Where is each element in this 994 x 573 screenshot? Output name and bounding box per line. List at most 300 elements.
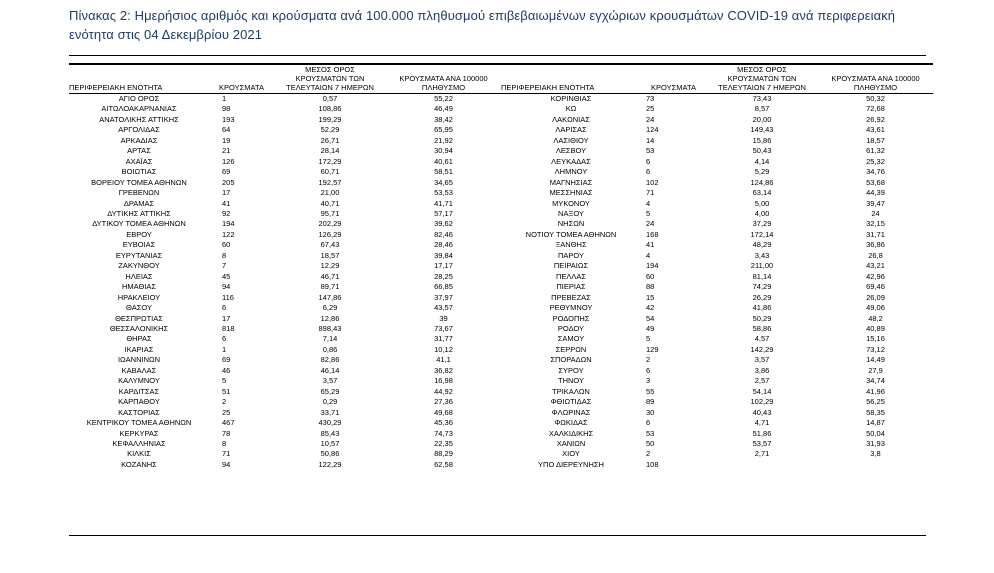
avg-value: 81,14 — [752, 271, 772, 281]
region-name: ΙΚΑΡΙΑΣ — [124, 344, 154, 354]
rate-value: 41,96 — [866, 386, 885, 396]
avg-value: 95,71 — [320, 208, 340, 218]
rate-value — [818, 460, 933, 470]
rate-value: 14,49 — [866, 355, 885, 365]
region-name: ΚΑΛΥΜΝΟΥ — [118, 376, 160, 386]
cases-value: 4 — [646, 250, 651, 260]
region-name: ΞΑΝΘΗΣ — [555, 240, 587, 250]
avg-value: 40,71 — [320, 198, 340, 208]
cases-value: 17 — [222, 188, 231, 198]
rate-value: 37,97 — [434, 292, 453, 302]
rate-value: 26,92 — [866, 114, 885, 124]
cases-value: 8 — [222, 438, 227, 448]
cases-value: 193 — [222, 114, 235, 124]
avg-value: 3,86 — [754, 365, 770, 375]
avg-value: 51,86 — [752, 428, 772, 438]
rate-value: 50,04 — [866, 428, 885, 438]
rate-value: 22,35 — [434, 438, 453, 448]
table-row — [69, 115, 933, 125]
cases-value: 21 — [222, 146, 231, 156]
cases-value: 1 — [222, 94, 227, 103]
cases-value: 24 — [646, 114, 655, 124]
avg-value: 50,29 — [752, 313, 772, 323]
avg-value: 5,29 — [754, 167, 770, 177]
cases-value: 69 — [222, 355, 231, 365]
region-name: ΤΡΙΚΑΛΩΝ — [552, 386, 590, 396]
rate-value: 57,17 — [434, 208, 453, 218]
avg-value: 65,29 — [320, 386, 340, 396]
cases-value: 41 — [222, 198, 231, 208]
rate-value: 66,85 — [434, 282, 453, 292]
region-name: ΡΟΔΟΥ — [557, 323, 585, 333]
avg-value: 202,29 — [318, 219, 342, 229]
avg-value: 15,86 — [752, 135, 772, 145]
region-name: ΛΑΡΙΣΑΣ — [555, 125, 587, 135]
avg-value: 26,29 — [752, 292, 772, 302]
region-name: ΑΝΑΤΟΛΙΚΗΣ ΑΤΤΙΚΗΣ — [99, 114, 179, 124]
cases-value: 51 — [222, 386, 231, 396]
cases-value: 108 — [646, 459, 659, 469]
table-row — [69, 199, 933, 209]
cases-value: 2 — [646, 355, 651, 365]
avg-value: 37,29 — [752, 219, 772, 229]
table-row — [69, 188, 933, 198]
avg-value: 126,29 — [318, 229, 342, 239]
region-name: ΠΑΡΟΥ — [557, 250, 584, 260]
region-name: ΘΗΡΑΣ — [126, 334, 152, 344]
rate-value: 49,06 — [866, 303, 885, 313]
cases-value: 116 — [222, 292, 234, 302]
rate-value: 41,1 — [436, 355, 451, 365]
rate-value: 39,62 — [434, 219, 453, 229]
region-name: ΧΑΛΚΙΔΙΚΗΣ — [548, 428, 594, 438]
rate-value: 58,35 — [866, 407, 885, 417]
region-name: ΦΩΚΙΔΑΣ — [554, 418, 588, 428]
cases-value: 5 — [222, 376, 227, 386]
rate-value: 44,92 — [434, 386, 453, 396]
rate-value: 17,17 — [434, 261, 453, 271]
region-name: ΚΕΝΤΡΙΚΟΥ ΤΟΜΕΑ ΑΘΗΝΩΝ — [86, 418, 192, 428]
region-name: ΝΟΤΙΟΥ ΤΟΜΕΑ ΑΘΗΝΩΝ — [525, 229, 617, 239]
cases-value: 6 — [646, 418, 651, 428]
region-name: ΕΥΒΟΙΑΣ — [122, 240, 156, 250]
avg-value: 147,86 — [318, 292, 342, 302]
avg-value: 12,29 — [320, 261, 340, 271]
table-row — [69, 408, 933, 418]
region-name: ΒΟΙΩΤΙΑΣ — [121, 167, 157, 177]
table-row — [69, 282, 933, 292]
table-row — [69, 314, 933, 324]
rate-value: 14,87 — [866, 418, 885, 428]
rate-value: 10,12 — [434, 344, 453, 354]
rate-value: 39,47 — [866, 198, 885, 208]
rate-value: 74,73 — [434, 428, 453, 438]
table-row — [69, 345, 933, 355]
region-name: ΔΥΤΙΚΟΥ ΤΟΜΕΑ ΑΘΗΝΩΝ — [92, 219, 186, 229]
region-name: ΚΑΡΠΑΘΟΥ — [118, 397, 160, 407]
header-unit-right: ΠΕΡΙΦΕΡΕΙΑΚΗ ΕΝΟΤΗΤΑ — [501, 83, 595, 92]
table-caption: Πίνακας 2: Ημερήσιος αριθμός και κρούσματα ανά 100.000 πληθυσμού επιβεβαιωμένων εγχώριων κρουσμάτων COVID-19 ανά περιφερειακή ενότητα στις 04 Δεκεμβρίου 2021 — [69, 8, 896, 42]
cases-value: 8 — [222, 250, 227, 260]
region-name: ΑΧΑΪΑΣ — [125, 156, 153, 166]
cases-value: 78 — [222, 428, 231, 438]
cases-value: 73 — [646, 94, 655, 103]
table-row — [69, 146, 933, 156]
rate-value: 39 — [439, 313, 448, 323]
cases-value: 205 — [222, 177, 235, 187]
region-name: ΛΕΣΒΟΥ — [555, 146, 587, 156]
rate-value: 48,2 — [868, 313, 883, 323]
region-name: ΠΙΕΡΙΑΣ — [556, 282, 586, 292]
avg-value: 898,43 — [318, 323, 342, 333]
region-name: ΤΗΝΟΥ — [557, 376, 584, 386]
region-name: ΑΙΤΩΛΟΑΚΑΡΝΑΝΙΑΣ — [101, 104, 177, 114]
rate-value: 43,57 — [434, 303, 453, 313]
table-row — [69, 178, 933, 188]
table-row — [69, 240, 933, 250]
cases-value: 126 — [222, 156, 235, 166]
avg-value: 211,00 — [750, 261, 774, 271]
avg-value: 3,57 — [754, 355, 770, 365]
avg-value: 10,57 — [320, 438, 340, 448]
cases-value: 7 — [222, 261, 227, 271]
region-name: ΕΥΡΥΤΑΝΙΑΣ — [115, 250, 163, 260]
rate-value: 34,74 — [866, 376, 885, 386]
region-name: ΚΕΡΚΥΡΑΣ — [119, 428, 159, 438]
region-name: ΘΕΣΣΑΛΟΝΙΚΗΣ — [109, 323, 169, 333]
region-name: ΖΑΚΥΝΘΟΥ — [118, 261, 160, 271]
cases-value: 194 — [646, 261, 659, 271]
table-row — [69, 324, 933, 334]
cases-value: 92 — [222, 208, 231, 218]
cases-value: 4 — [646, 198, 651, 208]
cases-value: 64 — [222, 125, 231, 135]
rate-value: 40,61 — [434, 156, 453, 166]
cases-value: 94 — [222, 459, 231, 469]
rate-value: 43,21 — [866, 261, 885, 271]
avg-value: 5,00 — [754, 198, 770, 208]
cases-value: 194 — [222, 219, 235, 229]
region-name: ΝΑΞΟΥ — [558, 208, 584, 218]
region-name: ΥΠΟ ΔΙΕΡΕΥΝΗΣΗ — [538, 459, 604, 469]
region-name: ΔΡΑΜΑΣ — [123, 198, 155, 208]
table-row — [69, 449, 933, 459]
rate-value: 73,12 — [866, 344, 885, 354]
cases-value: 60 — [222, 240, 231, 250]
avg-value: 172,14 — [750, 229, 774, 239]
rate-value: 58,51 — [434, 167, 453, 177]
rate-value: 24 — [871, 208, 880, 218]
avg-value: 21,00 — [320, 188, 340, 198]
regional-cases-table — [69, 63, 933, 470]
bottom-divider — [69, 535, 926, 536]
cases-value: 60 — [646, 271, 655, 281]
avg-value: 4,14 — [754, 156, 770, 166]
rate-value: 34,76 — [866, 167, 885, 177]
region-name: ΗΜΑΘΙΑΣ — [121, 282, 157, 292]
region-name: ΛΕΥΚΑΔΑΣ — [551, 156, 591, 166]
rate-value: 49,68 — [434, 407, 453, 417]
cases-value: 45 — [222, 271, 231, 281]
rate-value: 73,67 — [434, 323, 453, 333]
cases-value: 6 — [646, 365, 651, 375]
avg-value: 41,86 — [752, 303, 772, 313]
cases-value: 14 — [646, 135, 655, 145]
avg-value: 53,57 — [752, 438, 772, 448]
avg-value: 6,29 — [322, 303, 338, 313]
avg-value: 12,86 — [320, 313, 340, 323]
cases-value: 124 — [646, 125, 659, 135]
cases-value: 102 — [646, 177, 659, 187]
region-name: ΗΡΑΚΛΕΙΟΥ — [117, 292, 161, 302]
avg-value: 50,86 — [320, 449, 340, 459]
rate-value: 62,58 — [434, 459, 453, 469]
rate-value: 30,94 — [434, 146, 453, 156]
avg-value: 85,43 — [320, 428, 340, 438]
rate-value: 40,89 — [866, 323, 885, 333]
avg-value: 0,29 — [322, 397, 338, 407]
table-row — [69, 104, 933, 114]
avg-value: 0,57 — [322, 94, 338, 103]
avg-value: 7,14 — [322, 334, 338, 344]
cases-value: 98 — [222, 104, 231, 114]
region-name: ΘΕΣΠΡΩΤΙΑΣ — [115, 313, 163, 323]
region-name: ΚΕΦΑΛΛΗΝΙΑΣ — [112, 438, 166, 448]
table-row — [69, 209, 933, 219]
cases-value: 94 — [222, 282, 231, 292]
cases-value: 30 — [646, 407, 655, 417]
cases-value: 46 — [222, 365, 231, 375]
rate-value: 31,71 — [866, 229, 885, 239]
table-row — [69, 397, 933, 407]
avg-value: 33,71 — [320, 407, 340, 417]
region-name: ΑΓΙΟ ΟΡΟΣ — [118, 94, 160, 103]
table-row — [69, 272, 933, 282]
cases-value: 17 — [222, 313, 231, 323]
region-name: ΜΑΓΝΗΣΙΑΣ — [549, 177, 593, 187]
top-divider — [69, 55, 926, 56]
rate-value: 42,96 — [866, 271, 885, 281]
cases-value: 88 — [646, 282, 655, 292]
avg-value: 149,43 — [750, 125, 774, 135]
cases-value: 122 — [222, 229, 235, 239]
table-row — [69, 219, 933, 229]
avg-value: 63,14 — [752, 188, 772, 198]
table-row — [69, 429, 933, 439]
region-name: ΓΡΕΒΕΝΩΝ — [118, 188, 160, 198]
region-name: ΕΒΡΟΥ — [126, 229, 152, 239]
table-row — [69, 334, 933, 344]
region-name: ΙΩΑΝΝΙΝΩΝ — [117, 355, 161, 365]
rate-value: 56,25 — [866, 397, 885, 407]
avg-value: 3,43 — [754, 250, 770, 260]
avg-value: 108,86 — [318, 104, 342, 114]
rate-value: 28,25 — [434, 271, 453, 281]
header-avg: ΜΕΣΟΣ ΟΡΟΣ ΚΡΟΥΣΜΑΤΩΝ ΤΩΝ ΤΕΛΕΥΤΑΙΩΝ 7 ΗΜΕΡΩΝ — [286, 65, 374, 92]
table-row — [69, 157, 933, 167]
avg-value: 89,71 — [320, 282, 340, 292]
avg-value: 2,57 — [754, 376, 770, 386]
region-name: ΧΙΟΥ — [562, 449, 580, 459]
table-row — [69, 439, 933, 449]
table-row — [69, 387, 933, 397]
region-name: ΛΗΜΝΟΥ — [554, 167, 588, 177]
region-name: ΝΗΣΩΝ — [557, 219, 585, 229]
region-name: ΜΥΚΟΝΟΥ — [552, 198, 590, 208]
avg-value: 430,29 — [318, 418, 342, 428]
cases-value: 2 — [222, 397, 227, 407]
table-row — [69, 303, 933, 313]
avg-value: 142,29 — [750, 344, 774, 354]
rate-value: 61,32 — [866, 146, 885, 156]
region-name: ΦΘΙΩΤΙΔΑΣ — [550, 397, 592, 407]
avg-value: 28,14 — [320, 146, 340, 156]
header-cases: ΚΡΟΥΣΜΑΤΑ — [219, 83, 264, 92]
rate-value: 31,77 — [434, 334, 453, 344]
cases-value: 71 — [646, 188, 655, 198]
table-row — [69, 366, 933, 376]
avg-value: 40,43 — [752, 407, 772, 417]
cases-value: 55 — [646, 386, 655, 396]
region-name: ΛΑΚΩΝΙΑΣ — [552, 114, 590, 124]
rate-value: 50,32 — [866, 94, 885, 103]
region-name: ΑΡΚΑΔΙΑΣ — [120, 135, 158, 145]
rate-value: 43,61 — [866, 125, 885, 135]
rate-value: 21,92 — [434, 135, 453, 145]
region-name: ΚΑΒΑΛΑΣ — [121, 365, 157, 375]
avg-value: 8,57 — [754, 104, 770, 114]
cases-value: 42 — [646, 303, 655, 313]
cases-value: 6 — [222, 334, 227, 344]
region-name: ΡΕΘΥΜΝΟΥ — [549, 303, 593, 313]
cases-value: 818 — [222, 323, 235, 333]
table-row — [69, 94, 933, 104]
avg-value: 4,71 — [754, 418, 770, 428]
table-row — [69, 125, 933, 135]
cases-value: 467 — [222, 418, 235, 428]
cases-value: 41 — [646, 240, 655, 250]
avg-value — [706, 460, 818, 470]
rate-value: 72,68 — [866, 104, 885, 114]
rate-value: 44,39 — [866, 188, 885, 198]
region-name: ΚΑΡΔΙΤΣΑΣ — [118, 386, 160, 396]
avg-value: 74,29 — [752, 282, 772, 292]
avg-value: 46,71 — [320, 271, 340, 281]
cases-value: 89 — [646, 397, 655, 407]
table-row — [69, 418, 933, 428]
cases-value: 5 — [646, 334, 651, 344]
rate-value: 32,15 — [866, 219, 885, 229]
avg-value: 52,29 — [320, 125, 340, 135]
region-name: ΠΡΕΒΕΖΑΣ — [551, 292, 591, 302]
cases-value: 25 — [222, 407, 231, 417]
rate-value: 69,46 — [866, 282, 885, 292]
cases-value: 24 — [646, 219, 655, 229]
table-row — [69, 251, 933, 261]
table-row — [69, 261, 933, 271]
region-name: ΚΟΡΙΝΘΙΑΣ — [550, 94, 592, 103]
region-name: ΣΠΟΡΑΔΩΝ — [550, 355, 592, 365]
avg-value: 0,86 — [322, 344, 338, 354]
avg-value: 172,29 — [318, 156, 342, 166]
rate-value: 16,98 — [434, 376, 453, 386]
rate-value: 46,49 — [434, 104, 453, 114]
avg-value: 67,43 — [320, 240, 340, 250]
table-row — [69, 136, 933, 146]
region-name: ΠΕΙΡΑΙΩΣ — [553, 261, 589, 271]
cases-value: 15 — [646, 292, 655, 302]
cases-value: 1 — [222, 344, 227, 354]
region-name: ΚΑΣΤΟΡΙΑΣ — [118, 407, 160, 417]
region-name: ΧΑΝΙΩΝ — [556, 438, 586, 448]
avg-value: 4,57 — [754, 334, 770, 344]
cases-value: 54 — [646, 313, 655, 323]
cases-value: 2 — [646, 449, 651, 459]
region-name: ΑΡΓΟΛΙΔΑΣ — [118, 125, 160, 135]
cases-value: 50 — [646, 438, 655, 448]
region-name: ΠΕΛΛΑΣ — [555, 271, 587, 281]
table-row — [69, 167, 933, 177]
rate-value: 31,93 — [866, 438, 885, 448]
cases-value: 5 — [646, 208, 651, 218]
rate-value: 88,29 — [434, 449, 453, 459]
table-row — [69, 355, 933, 365]
rate-value: 25,32 — [866, 156, 885, 166]
cases-value: 53 — [646, 428, 655, 438]
rate-value: 38,42 — [434, 114, 453, 124]
rate-value: 27,9 — [868, 365, 883, 375]
avg-value: 2,71 — [754, 449, 770, 459]
cases-value: 168 — [646, 229, 659, 239]
rate-value: 27,36 — [434, 397, 453, 407]
region-name: ΑΡΤΑΣ — [127, 146, 151, 156]
region-name: ΣΕΡΡΩΝ — [555, 344, 587, 354]
rate-value: 55,22 — [434, 94, 453, 103]
region-name: ΡΟΔΟΠΗΣ — [552, 313, 590, 323]
region-name: ΒΟΡΕΙΟΥ ΤΟΜΕΑ ΑΘΗΝΩΝ — [91, 177, 187, 187]
region-name: ΗΛΕΙΑΣ — [125, 271, 153, 281]
region-name: ΣΥΡΟΥ — [558, 365, 584, 375]
avg-value: 58,86 — [752, 323, 772, 333]
cases-value: 49 — [646, 323, 655, 333]
cases-value: 6 — [646, 156, 651, 166]
rate-value: 26,09 — [866, 292, 885, 302]
avg-value: 20,00 — [752, 114, 772, 124]
header-row — [69, 65, 933, 94]
rate-value: 65,95 — [434, 125, 453, 135]
rate-value: 82,46 — [434, 229, 453, 239]
cases-value: 6 — [222, 303, 227, 313]
avg-value: 60,71 — [320, 167, 340, 177]
avg-value: 26,71 — [320, 135, 340, 145]
region-name: ΛΑΣΙΘΙΟΥ — [553, 135, 589, 145]
rate-value: 41,71 — [434, 198, 453, 208]
region-name: ΘΑΣΟΥ — [126, 303, 152, 313]
rate-value: 18,57 — [866, 135, 885, 145]
region-name: ΣΑΜΟΥ — [557, 334, 585, 344]
cases-value: 6 — [646, 167, 651, 177]
cases-value: 25 — [646, 104, 655, 114]
avg-value: 48,29 — [752, 240, 772, 250]
cases-value: 71 — [222, 449, 231, 459]
avg-value: 46,14 — [320, 365, 340, 375]
header-cases-right: ΚΡΟΥΣΜΑΤΑ — [651, 83, 696, 92]
rate-value: 45,36 — [434, 418, 453, 428]
avg-value: 122,29 — [318, 459, 342, 469]
table-row — [69, 230, 933, 240]
table-row — [69, 376, 933, 386]
header-unit: ΠΕΡΙΦΕΡΕΙΑΚΗ ΕΝΟΤΗΤΑ — [69, 83, 163, 92]
